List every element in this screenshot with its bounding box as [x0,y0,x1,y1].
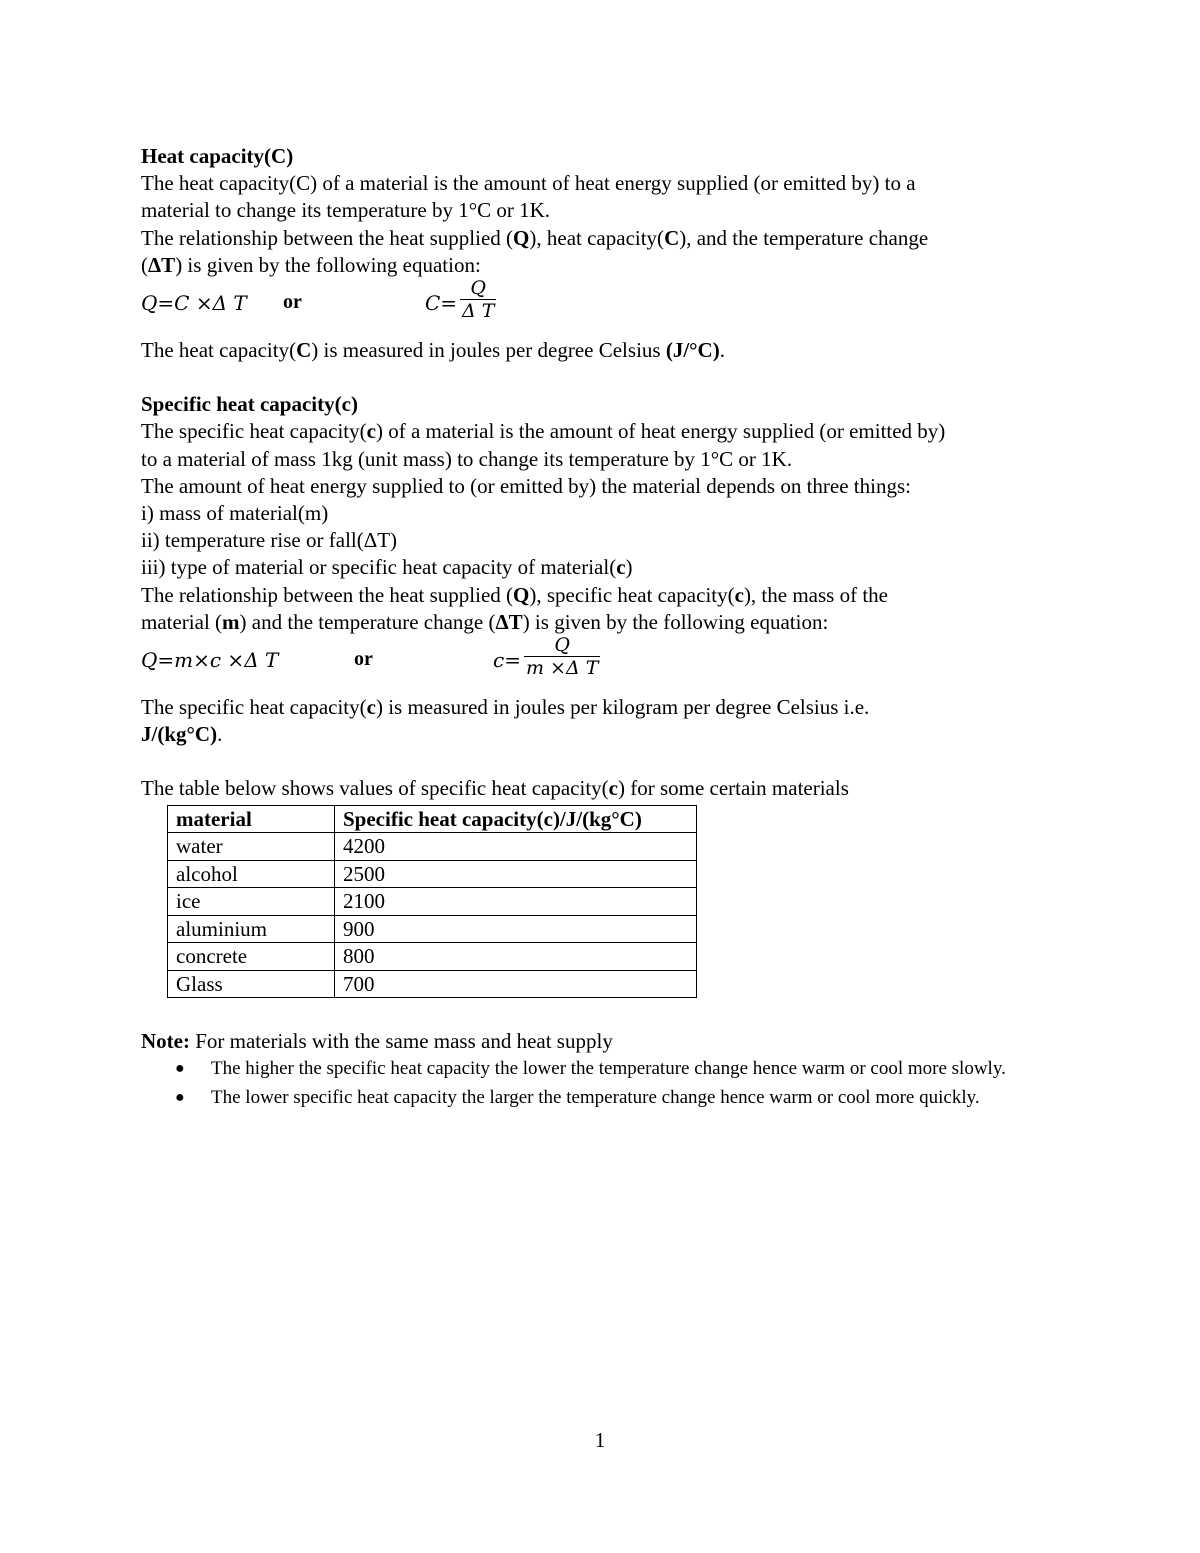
table-cell: ice [168,888,335,916]
table-cell: 4200 [335,833,697,861]
note-bullet-list [141,1055,1071,1112]
note-line: Note: For materials with the same mass and heat supply [141,1029,613,1054]
factor-item-2: ii) temperature rise or fall(ΔT) [141,528,398,553]
table-cell: 2500 [335,860,697,888]
table-row [168,915,697,943]
table-cell: 800 [335,943,697,971]
table-header-row [168,805,697,833]
table-cell: 2100 [335,888,697,916]
relationship-line1: The relationship between the heat supplied (Q), heat capacity(C), and the temperature change [141,225,929,250]
heat-capacity-definition-line1: The heat capacity(C) of a material is the amount of heat energy supplied (or emitted by) to a [141,171,916,196]
specific-definition-line2: to a material of mass 1kg (unit mass) to change its temperature by 1°C or 1K. [141,446,793,471]
equation-c-lhs: C= [425,291,458,316]
factor-item-1: i) mass of material(m) [141,501,329,526]
fraction-numerator: Q [554,634,570,657]
table-row [168,833,697,861]
equation-fraction [460,277,496,322]
bullet-icon: ● [175,1088,185,1106]
equation-q-equals-mc-delta-t: Q=m×c ×Δ T [141,648,279,673]
fraction-denominator: m ×Δ T [526,657,599,680]
fraction-numerator: Q [470,277,486,300]
table-cell: concrete [168,943,335,971]
table-cell: alcohol [168,860,335,888]
equation-fraction [524,634,600,679]
specific-heat-table [167,805,697,999]
heat-capacity-unit-line: The heat capacity(C) is measured in joules per degree Celsius (J/°C). [141,338,725,363]
table-cell: 900 [335,915,697,943]
fraction-denominator: Δ T [462,300,495,323]
table-cell: 700 [335,970,697,998]
heat-capacity-equation [141,279,1071,337]
table-intro: The table below shows values of specific heat capacity(c) for some certain materials [141,776,849,801]
table-cell: aluminium [168,915,335,943]
equation-or: or [354,648,373,671]
specific-heat-equation [141,636,1071,694]
table-row [168,943,697,971]
specific-relationship-line2: material (m) and the temperature change (ΔT) is given by the following equation: [141,609,829,634]
table-cell: water [168,833,335,861]
equation-c-lhs: c= [493,648,521,673]
table-cell: Glass [168,970,335,998]
heading-specific-heat-capacity: Specific heat capacity(c) [141,392,358,417]
specific-unit-line2: J/(kg°C). [141,722,223,747]
page-content [141,143,1071,1112]
table-header-cell: Specific heat capacity(c)/J/(kg°C) [335,805,697,833]
relationship-line2: (ΔT) is given by the following equation: [141,252,481,277]
heat-capacity-definition-line2: material to change its temperature by 1°C or 1K. [141,198,551,223]
bullet-icon: ● [175,1060,185,1078]
depends-on-line: The amount of heat energy supplied to (or emitted by) the material depends on three things: [141,473,911,498]
specific-relationship-line1: The relationship between the heat supplied (Q), specific heat capacity(c), the mass of the [141,582,888,607]
table-header-cell: material [168,805,335,833]
heading-heat-capacity: Heat capacity(C) [141,144,294,168]
factor-item-3: iii) type of material or specific heat capacity of material(c) [141,555,633,580]
table-row [168,860,697,888]
equation-q-equals-c-delta-t: Q=C ×Δ T [141,291,247,316]
table-row [168,970,697,998]
specific-definition-line1: The specific heat capacity(c) of a material is the amount of heat energy supplied (or emitted by) [141,419,946,444]
list-item: ● The higher the specific heat capacity the lower the temperature change hence warm or cool more slowly. [141,1055,1061,1084]
specific-unit-line1: The specific heat capacity(c) is measured in joules per kilogram per degree Celsius i.e. [141,695,870,720]
list-item: ● The lower specific heat capacity the larger the temperature change hence warm or cool more quickly. [141,1084,1061,1113]
note-label: Note: [141,1029,190,1054]
page-number: 1 [594,1428,606,1452]
table-row [168,888,697,916]
equation-or: or [283,291,302,314]
